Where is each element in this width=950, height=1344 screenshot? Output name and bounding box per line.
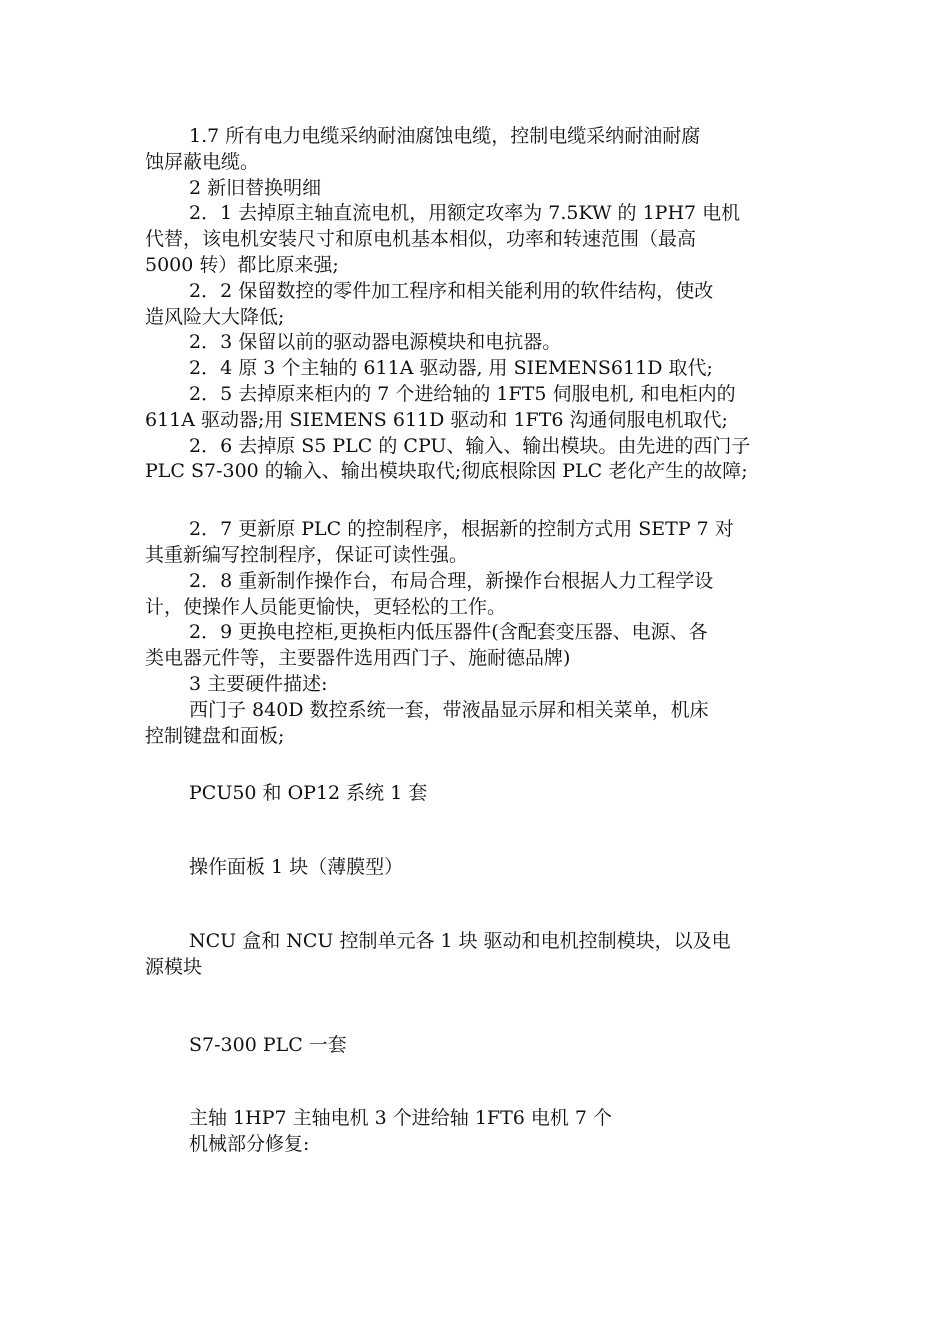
paragraph-s7-300 xyxy=(145,1033,810,1059)
text-line: 类电器元件等，主要器件选用西门子、施耐德品牌) xyxy=(145,647,571,670)
text-line: 西门子 840D 数控系统一套，带液晶显示屏和相关菜单，机床 xyxy=(189,698,709,721)
paragraph-2-3 xyxy=(145,330,810,356)
paragraph-pcu50 xyxy=(145,781,810,807)
text-line: 源模块 xyxy=(145,955,203,978)
paragraph-2-1 xyxy=(145,201,810,278)
text-line: 主轴 1HP7 主轴电机 3 个进给轴 1FT6 电机 7 个 xyxy=(189,1107,613,1130)
text-line: 2．7 更新原 PLC 的控制程序，根据新的控制方式用 SETP 7 对 xyxy=(189,518,734,541)
paragraph-spindle xyxy=(145,1106,810,1132)
text-line: 2．5 去掉原来柜内的 7 个进给轴的 1FT5 伺服电机, 和电柜内的 xyxy=(189,382,736,405)
paragraph-mechanical xyxy=(145,1132,810,1158)
text-line: 蚀屏蔽电缆。 xyxy=(145,150,260,173)
text-line: 操作面板 1 块（薄膜型） xyxy=(189,856,404,879)
text-line: 计，使操作人员能更愉快，更轻松的工作。 xyxy=(145,595,507,618)
paragraph-2-6 xyxy=(145,434,810,486)
section-heading-2 xyxy=(145,176,810,202)
document-page xyxy=(145,124,810,1158)
paragraph-2-8 xyxy=(145,569,810,621)
paragraph-ncu xyxy=(145,929,810,981)
text-line: 2．6 去掉原 S5 PLC 的 CPU、输入、输出模块。由先进的西门子 xyxy=(189,434,751,457)
paragraph-2-7 xyxy=(145,517,810,569)
text-line: 2 新旧替换明细 xyxy=(189,176,322,199)
text-line: 代替，该电机安装尺寸和原电机基本相似，功率和转速范围（最高 xyxy=(145,228,697,251)
text-line: PCU50 和 OP12 系统 1 套 xyxy=(189,782,428,805)
blank-line xyxy=(145,807,810,855)
text-line: 2．4 原 3 个主轴的 611A 驱动器, 用 SIEMENS611D 取代; xyxy=(189,357,713,380)
text-line: 3 主要硬件描述: xyxy=(189,672,328,695)
paragraph-operator-panel xyxy=(145,855,810,881)
text-line: 2．1 去掉原主轴直流电机，用额定攻率为 7.5KW 的 1PH7 电机 xyxy=(189,202,741,225)
text-line: 机械部分修复: xyxy=(189,1133,310,1156)
paragraph-840d xyxy=(145,698,810,750)
text-line: 5000 转）都比原来强; xyxy=(145,253,339,276)
blank-line xyxy=(145,981,810,1033)
paragraph-1-7 xyxy=(145,124,810,176)
blank-line xyxy=(145,881,810,929)
text-line: 造风险大大降低; xyxy=(145,305,285,328)
text-line: 其重新编写控制程序，保证可读性强。 xyxy=(145,543,469,566)
paragraph-2-2 xyxy=(145,279,810,331)
text-line: 611A 驱动器;用 SIEMENS 611D 驱动和 1FT6 沟通伺服电机取代; xyxy=(145,408,728,431)
paragraph-2-5 xyxy=(145,382,810,434)
text-line: 1.7 所有电力电缆采纳耐油腐蚀电缆，控制电缆采纳耐油耐腐 xyxy=(189,125,701,147)
blank-line xyxy=(145,1058,810,1106)
text-line: PLC S7-300 的输入、输出模块取代;彻底根除因 PLC 老化产生的故障; xyxy=(145,460,748,483)
section-heading-3 xyxy=(145,672,810,698)
blank-line xyxy=(145,485,810,517)
text-line: 2．3 保留以前的驱动器电源模块和电抗器。 xyxy=(189,331,562,354)
text-line: NCU 盒和 NCU 控制单元各 1 块 驱动和电机控制模块，以及电 xyxy=(189,929,731,952)
blank-line xyxy=(145,749,810,781)
text-line: 2．9 更换电控柜,更换柜内低压器件(含配套变压器、电源、各 xyxy=(189,621,708,644)
paragraph-2-9 xyxy=(145,620,810,672)
text-line: 2．8 重新制作操作台，布局合理，新操作台根据人力工程学设 xyxy=(189,569,714,592)
text-line: 控制键盘和面板; xyxy=(145,724,285,747)
paragraph-2-4 xyxy=(145,356,810,382)
text-line: S7-300 PLC 一套 xyxy=(189,1033,347,1056)
text-line: 2．2 保留数控的零件加工程序和相关能利用的软件结构，使改 xyxy=(189,279,714,302)
